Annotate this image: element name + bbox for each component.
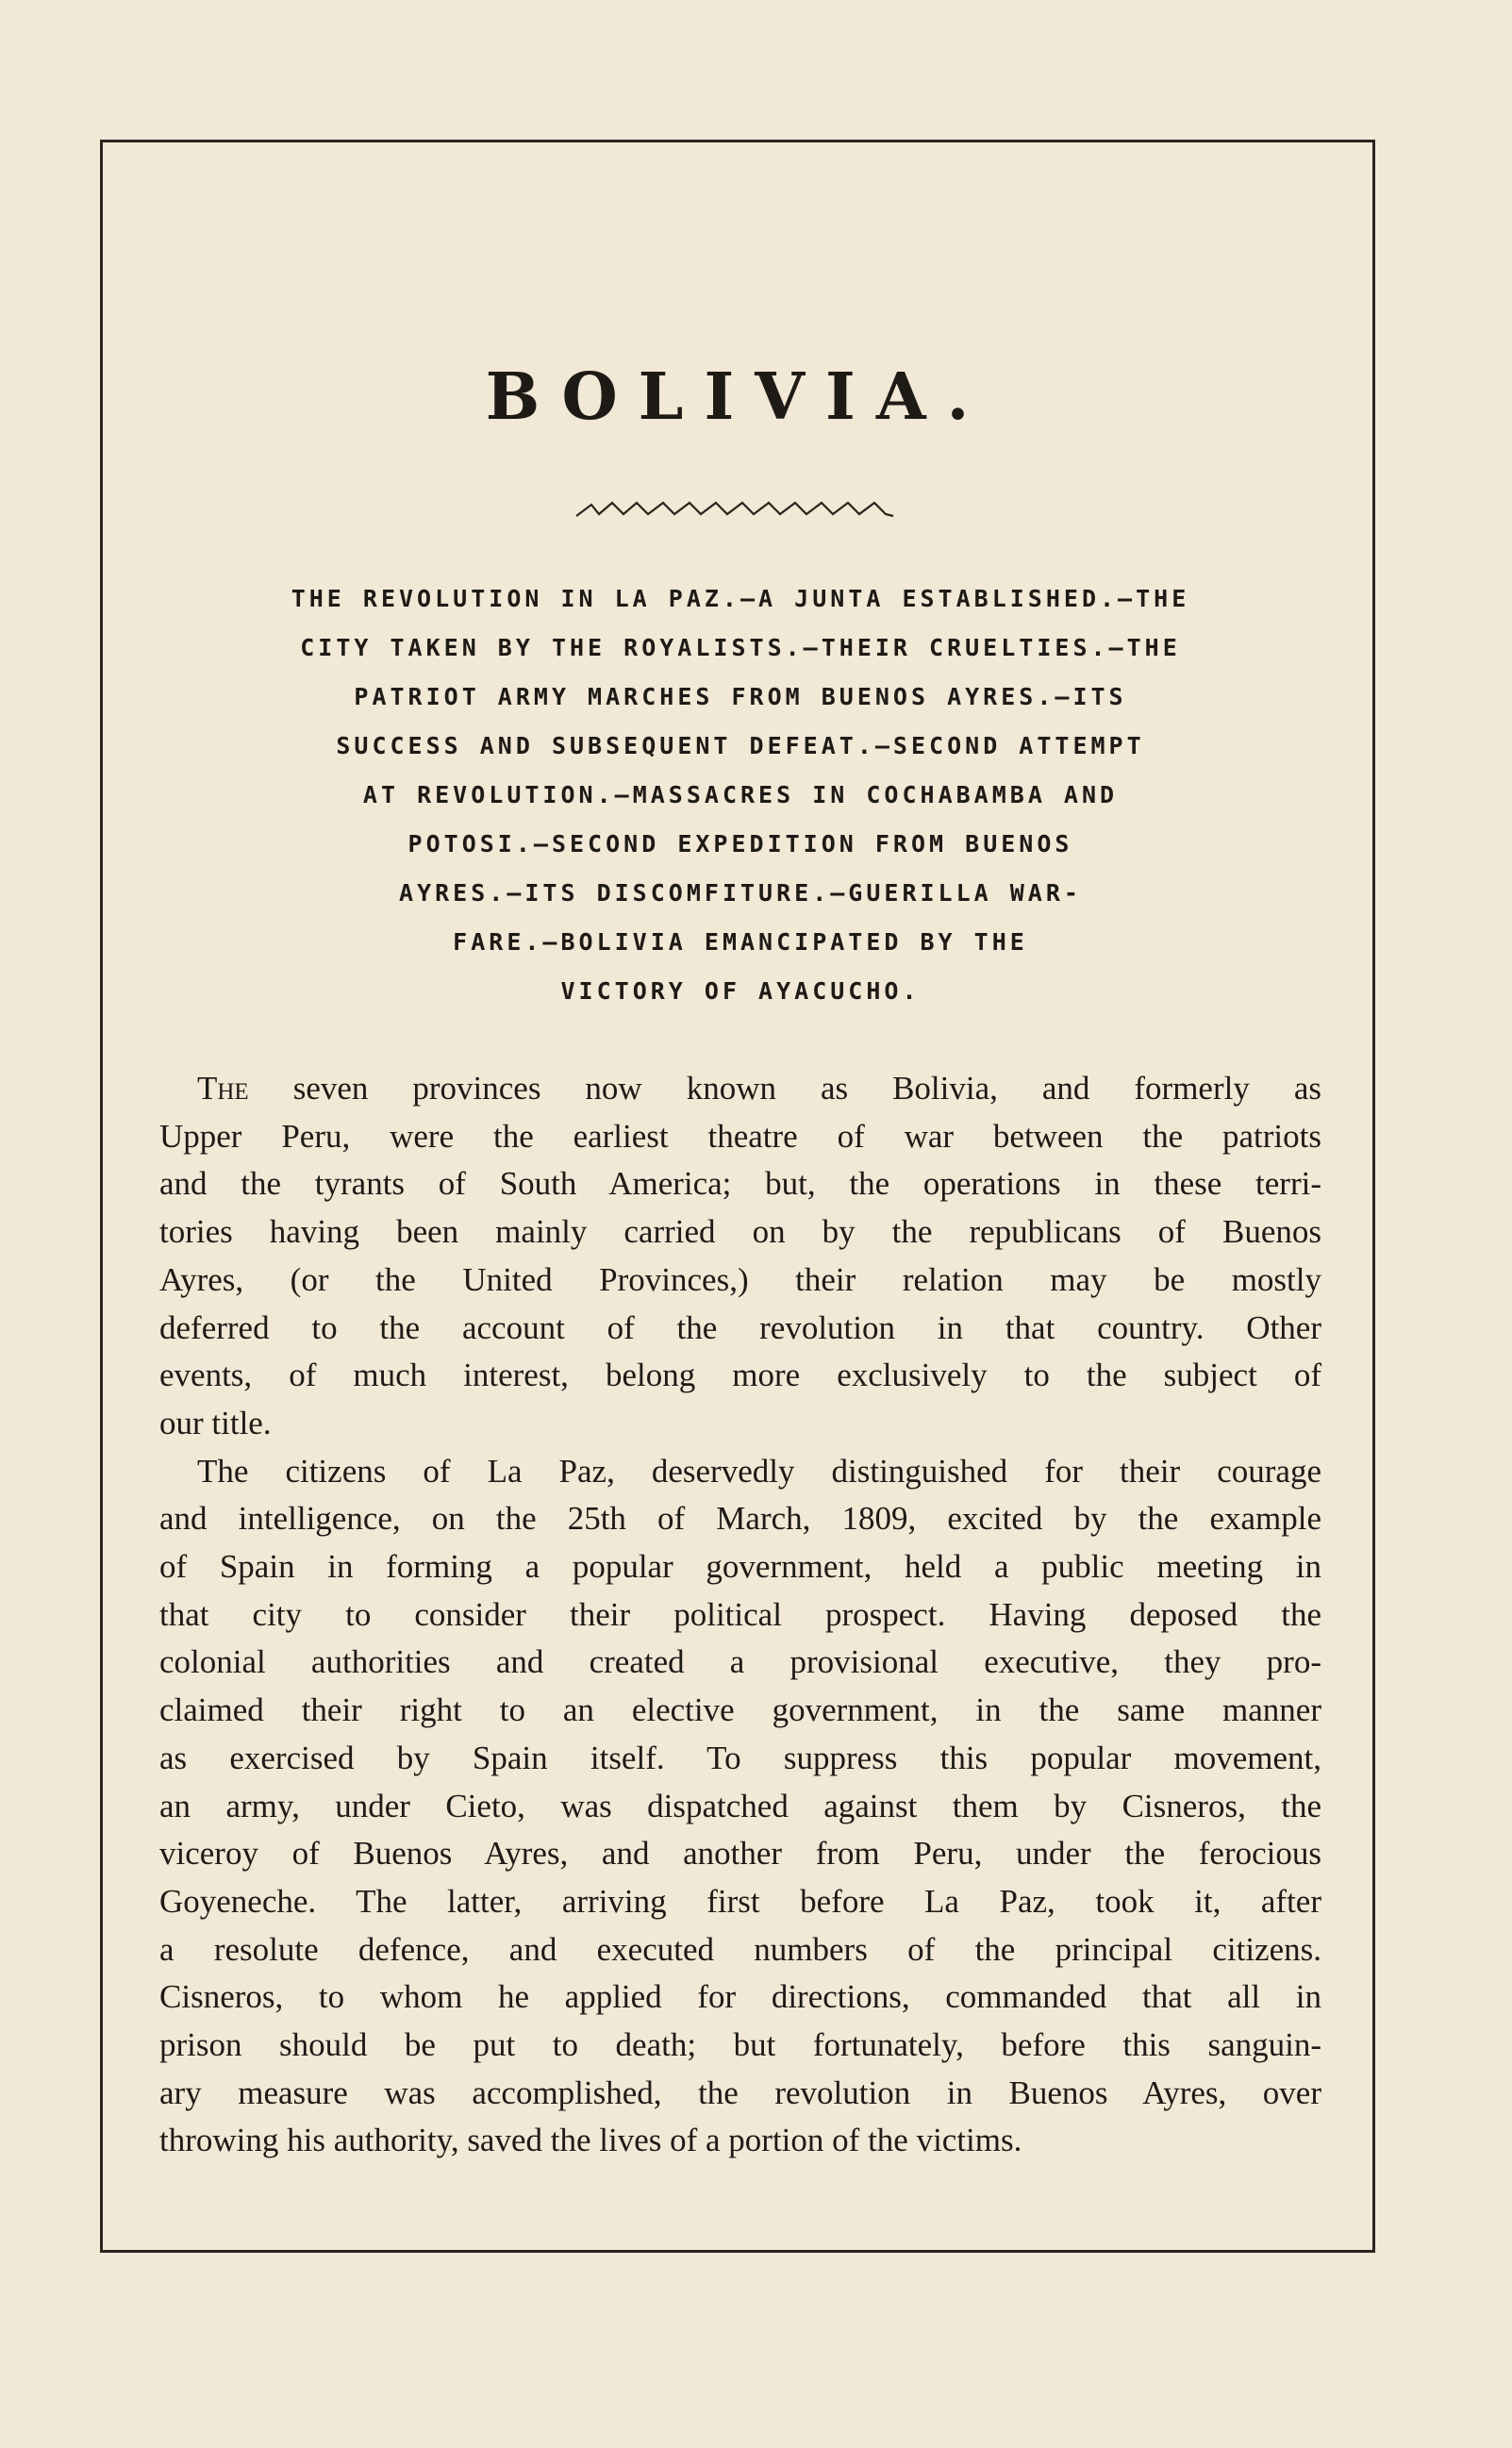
page-frame	[100, 140, 1375, 2253]
text-line: The citizens of La Paz, deservedly distinguished for their courage	[197, 1452, 1321, 1490]
text-fragment: seven provinces now known as Bolivia, and formerly as	[248, 1070, 1321, 1107]
text-line: that city to consider their political prospect. Having deposed the	[159, 1595, 1321, 1633]
text-line: events, of much interest, belong more exclusively to the subject of	[159, 1357, 1321, 1394]
text-line: prison should be put to death; but fortunately, before this sanguin-	[159, 2026, 1321, 2064]
text-line: deferred to the account of the revolution in that country. Other	[159, 1308, 1321, 1346]
synopsis-line: CITY TAKEN BY THE ROYALISTS.—THEIR CRUELTIES.—THE	[300, 634, 1181, 661]
wavy-ornament	[574, 497, 895, 522]
synopsis-line: AYRES.—ITS DISCOMFITURE.—GUERILLA WAR-	[399, 879, 1082, 907]
text-line: as exercised by Spain itself. To suppress this popular movement,	[159, 1739, 1321, 1776]
text-line: throwing his authority, saved the lives of a portion of the victims.	[159, 2122, 1022, 2159]
body-text	[159, 1065, 1321, 2165]
text-line: and the tyrants of South America; but, the operations in these terri-	[159, 1165, 1321, 1203]
lead-word: The	[197, 1070, 249, 1107]
text-line: claimed their right to an elective government, in the same manner	[159, 1691, 1321, 1729]
text-line: viceroy of Buenos Ayres, and another from Peru, under the ferocious	[159, 1835, 1321, 1873]
text-line: of Spain in forming a popular government, held a public meeting in	[159, 1548, 1321, 1586]
chapter-synopsis	[159, 575, 1321, 1016]
text-line: a resolute defence, and executed numbers of the principal citizens.	[159, 1930, 1321, 1968]
text-line: an army, under Cieto, was dispatched against them by Cisneros, the	[159, 1787, 1321, 1824]
paragraph-2	[159, 1448, 1321, 2166]
text-line	[159, 1065, 1321, 1113]
text-line: Upper Peru, were the earliest theatre of war between the patriots	[159, 1117, 1321, 1155]
synopsis-line: FARE.—BOLIVIA EMANCIPATED BY THE	[453, 928, 1028, 956]
synopsis-line: POTOSI.—SECOND EXPEDITION FROM BUENOS	[407, 830, 1073, 858]
text-line: Cisneros, to whom he applied for directions, commanded that all in	[159, 1978, 1321, 2016]
text-line: ary measure was accomplished, the revolution in Buenos Ayres, over	[159, 2073, 1321, 2111]
synopsis-line: THE REVOLUTION IN LA PAZ.—A JUNTA ESTABLISHED.—THE	[291, 585, 1190, 612]
text-line: colonial authorities and created a provisional executive, they pro-	[159, 1643, 1321, 1681]
chapter-title: BOLIVIA.	[485, 359, 990, 435]
text-line: Goyeneche. The latter, arriving first before La Paz, took it, after	[159, 1882, 1321, 1920]
synopsis-line: VICTORY OF AYACUCHO.	[560, 977, 921, 1005]
synopsis-line: AT REVOLUTION.—MASSACRES IN COCHABAMBA AND	[362, 781, 1119, 808]
paragraph-1	[159, 1065, 1321, 1448]
synopsis-line: SUCCESS AND SUBSEQUENT DEFEAT.—SECOND ATTEMPT	[336, 732, 1145, 759]
text-line: tories having been mainly carried on by the republicans of Buenos	[159, 1213, 1321, 1251]
synopsis-line: PATRIOT ARMY MARCHES FROM BUENOS AYRES.—ITS	[354, 683, 1127, 710]
text-line: Ayres, (or the United Provinces,) their relation may be mostly	[159, 1260, 1321, 1298]
text-line: our title.	[159, 1404, 272, 1441]
text-line: and intelligence, on the 25th of March, 1809, excited by the example	[159, 1500, 1321, 1538]
